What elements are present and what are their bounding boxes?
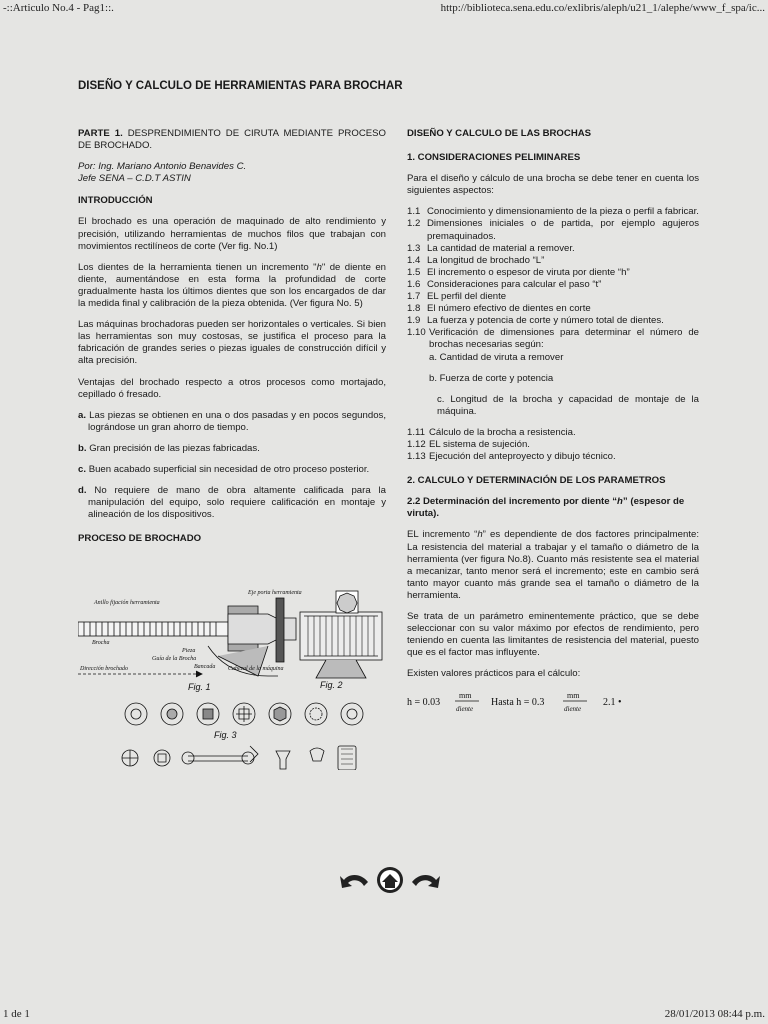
formula-lhs: h = 0.03 — [407, 697, 441, 709]
sub-item: a. Cantidad de viruta a remover — [429, 351, 564, 363]
document-title: DISEÑO Y CALCULO DE HERRAMIENTAS PARA BROCHAR — [78, 80, 403, 92]
list-item: 1.9 La fuerza y potencia de corte y número total de dientes. — [407, 315, 664, 327]
intro-heading: INTRODUCCIÓN — [78, 195, 153, 207]
home-icon[interactable] — [377, 867, 403, 893]
forward-arrow-icon[interactable] — [412, 875, 440, 888]
advantage-item: b. Gran precisión de las piezas fabricadas. — [78, 442, 260, 454]
list-item: 1.12 EL sistema de sujeción. — [407, 438, 530, 450]
advantage-item: c. Buen acabado superficial sin necesidad de otro proceso posterior. — [78, 463, 370, 475]
intro-paragraph-2: Los dientes de la herramienta tienen un incremento "h" de diente en diente, aumentándose en esta forma la profundidad de corte gradualmente hasta los últimos dientes que son los encargados de dar la medida final y calibración de la pieza obtenida. (Ver figura No. 5) — [78, 261, 386, 310]
list-item: 1.2 Dimensiones iniciales o de partida, por ejemplo agujeros premaquinados. — [407, 218, 699, 242]
list-item: 1.1 Conocimiento y dimensionamiento de la pieza o perfil a fabricar. — [407, 206, 699, 218]
fig3-caption: Fig. 3 — [214, 730, 237, 740]
list-item: 1.10 Verificación de dimensiones para determinar el número de brochas necesarias según: — [407, 327, 699, 351]
fig1-caption: Fig. 1 — [188, 682, 211, 692]
fig1-label-pieza: Pieza — [182, 648, 196, 654]
page-url: http://biblioteca.sena.edu.co/exlibris/aleph/u21_1/alephe/www_f_spa/ic... — [440, 2, 765, 14]
proceso-heading: PROCESO DE BROCHADO — [78, 533, 202, 545]
right-column — [407, 128, 699, 720]
list-item: 1.3 La cantidad de material a remover. — [407, 242, 575, 254]
intro-paragraph-4: Ventajas del brochado respecto a otros procesos como mortajado, cepillado ó fresado. — [78, 376, 386, 400]
left-column — [78, 128, 386, 554]
sec1-intro: Para el diseño y cálculo de una brocha se debe tener en cuenta los siguientes aspectos: — [407, 173, 699, 197]
list-item: 1.5 El incremento o espesor de viruta por diente “h” — [407, 266, 630, 278]
list-item: 1.6 Consideraciones para calcular el paso “t” — [407, 278, 602, 290]
author-name: Por: Ing. Mariano Antonio Benavides C. — [78, 161, 247, 173]
list-item: 1.7 EL perfil del diente — [407, 291, 507, 303]
sec2-heading: 2. CALCULO Y DETERMINACIÓN DE LOS PARAMETROS — [407, 475, 666, 487]
broach-body — [78, 622, 228, 636]
considerations-list — [407, 206, 699, 463]
sec22-heading: 2.2 Determinación del incremento por diente “h” (espesor de viruta). — [407, 496, 685, 520]
sub-item: c. Longitud de la brocha y capacidad de montaje de la máquina. — [437, 393, 699, 417]
broaching-figures — [78, 586, 388, 770]
advantage-item: d. No requiere de mano de obra altamente calificada para la manipulación del equipo, solo requiere calificación en montaje y alineación de los dispositivos. — [78, 485, 386, 521]
formula-den-2: diente — [564, 705, 582, 714]
author-role: Jefe SENA – C.D.T ASTIN — [78, 173, 191, 185]
list-item: 1.4 La longitud de brochado “L” — [407, 254, 545, 266]
sec22-paragraph-1: EL incremento “h” es dependiente de dos factores principalmente: La resistencia del material a trabajar y el tamaño o diámetro de la herramienta (ver figura No.8). Cuanto más resistente sea el material a mecanizar, tanto menor será el incremento; este en cambio será tanto mayor cuanto más grande sea el tamaño o diámetro de la herramienta. — [407, 529, 699, 601]
right-heading: DISEÑO Y CALCULO DE LAS BROCHAS — [407, 128, 592, 139]
fig1-label-bancada: Bancada — [194, 664, 216, 670]
sec22-paragraph-2: Se trata de un parámetro eminentemente práctico, que se debe seleccionar con su valor máximo por efectos de rendimiento, pero teniendo en cuenta las limitantes de resistencia del material, puesto que es el factor mas influyente. — [407, 611, 699, 659]
fig1-label-eje: Eje porta herramienta — [248, 590, 302, 596]
fig1-label-brocha: Brocha — [92, 640, 110, 646]
formula-mid: Hasta h = 0.3 — [491, 697, 545, 709]
list-item: 1.13 Ejecución del anteproyecto y dibujo técnico. — [407, 451, 616, 463]
formula-number: 2.1 • — [603, 697, 622, 709]
page-navigation — [338, 862, 442, 898]
sec1-heading: 1. CONSIDERACIONES PELIMINARES — [407, 152, 581, 164]
formula-num-2: mm — [567, 691, 580, 701]
intro-paragraph-1: El brochado es una operación de maquinado de alto rendimiento y precisión, utilizando herramientas de muchos filos que trabajan con movimientos rectilíneos de corte (Ver fig. No.1) — [78, 216, 386, 252]
author-block — [78, 161, 386, 185]
page-count: 1 de 1 — [3, 1008, 30, 1020]
fig2-caption: Fig. 2 — [320, 680, 343, 690]
parte-heading: PARTE 1. DESPRENDIMIENTO DE CIRUTA MEDIANTE PROCESO DE BROCHADO. — [78, 128, 387, 152]
chip-thickness-formula — [407, 689, 637, 715]
formula-den-1: diente — [456, 705, 474, 714]
formula-num-1: mm — [459, 691, 472, 701]
sub-item: b. Fuerza de corte y potencia — [429, 372, 554, 384]
fig1-label-direccion: Dirección brochado — [80, 666, 129, 672]
back-arrow-icon[interactable] — [340, 875, 368, 888]
fig1-label-anillo: Anillo fijación herramienta — [94, 600, 160, 606]
list-item: 1.8 El número efectivo de dientes en corte — [407, 303, 591, 315]
list-item: 1.11 Cálculo de la brocha a resistencia. — [407, 426, 576, 438]
print-datetime: 28/01/2013 08:44 p.m. — [664, 1008, 765, 1020]
advantage-item: a. Las piezas se obtienen en una o dos pasadas y en pocos segundos, lográndose un gran ahorro de tiempo. — [78, 409, 386, 433]
intro-paragraph-3: Las máquinas brochadoras pueden ser horizontales o verticales. Si bien las herramientas son muy costosas, se justifica el proceso para la fabricación de grandes series o piezas iguales de construcción difícil y alta precisión. — [78, 319, 386, 367]
advantages-list — [78, 410, 386, 522]
sec22-paragraph-3: Existen valores prácticos para el cálculo: — [407, 668, 581, 680]
fig1-label-cabezal: Cabezal de la máquina — [228, 666, 284, 672]
browser-title: -::Articulo No.4 - Pag1::. — [3, 2, 114, 14]
fig1-label-guia: Guía de la Brocha — [152, 656, 197, 662]
